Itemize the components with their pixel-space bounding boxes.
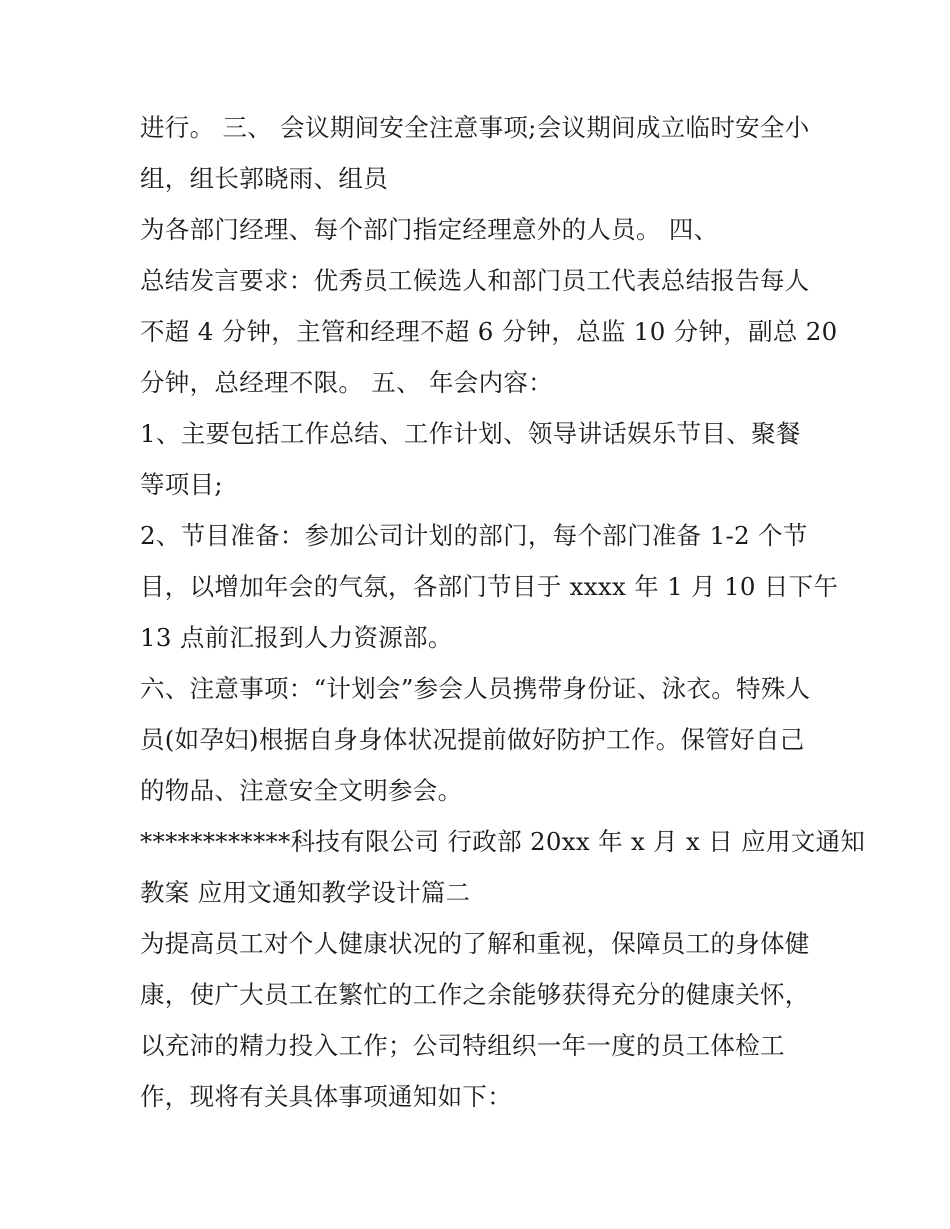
text-line: 分钟，总经理不限。 五、 年会内容： xyxy=(140,368,553,397)
text-line: 的物品、注意安全文明参会。 xyxy=(140,776,463,805)
text-line: 为各部门经理、每个部门指定经理意外的人员。 四、 xyxy=(140,215,719,244)
text-line: 不超 4 分钟，主管和经理不超 6 分钟，总监 10 分钟，副总 20 xyxy=(140,317,838,346)
text-line: 六、注意事项：“计划会”参会人员携带身份证、泳衣。特殊人 xyxy=(140,674,811,703)
text-line: 目，以增加年会的气氛，各部门节目于 xxxx 年 1 月 10 日下午 xyxy=(140,572,839,601)
text-line: 组，组长郭晓雨、组员 xyxy=(140,164,388,193)
text-line: 2、节目准备：参加公司计划的部门，每个部门准备 1-2 个节 xyxy=(140,521,808,550)
text-line: 进行。 三、 会议期间安全注意事项;会议期间成立临时安全小 xyxy=(140,113,810,142)
text-line: ************科技有限公司 行政部 20xx 年 x 月 x 日 应用文通知 xyxy=(140,827,866,856)
text-line: 教案 应用文通知教学设计篇二 xyxy=(140,878,471,907)
text-line: 总结发言要求：优秀员工候选人和部门员工代表总结报告每人 xyxy=(140,266,810,295)
text-line: 康，使广大员工在繁忙的工作之余能够获得充分的健康关怀， xyxy=(140,980,810,1009)
text-line: 13 点前汇报到人力资源部。 xyxy=(140,623,453,652)
text-line: 作，现将有关具体事项通知如下： xyxy=(140,1082,512,1111)
text-line: 等项目; xyxy=(140,470,223,499)
text-line: 1、主要包括工作总结、工作计划、领导讲话娱乐节目、聚餐 xyxy=(140,419,801,448)
text-line: 以充沛的精力投入工作；公司特组织一年一度的员工体检工 xyxy=(140,1031,785,1060)
text-line: 员(如孕妇)根据自身身体状况提前做好防护工作。保管好自己 xyxy=(140,725,805,754)
text-line: 为提高员工对个人健康状况的了解和重视，保障员工的身体健 xyxy=(140,929,810,958)
